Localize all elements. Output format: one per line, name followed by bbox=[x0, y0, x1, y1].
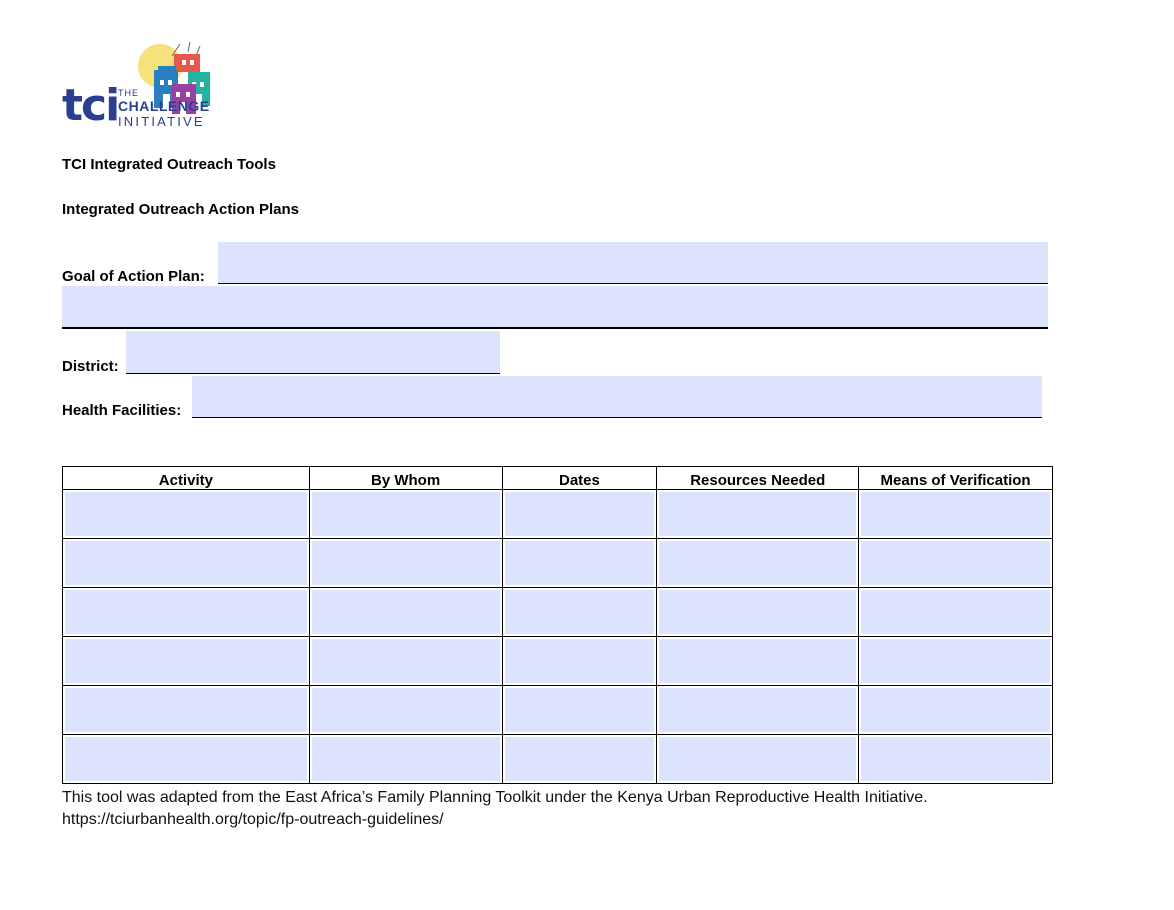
activity-input[interactable] bbox=[65, 737, 307, 781]
resources-needed-input[interactable] bbox=[659, 590, 856, 634]
column-header-dates: Dates bbox=[502, 467, 657, 490]
goal-input[interactable] bbox=[218, 242, 1048, 284]
activity-input[interactable] bbox=[65, 688, 307, 732]
document-title: TCI Integrated Outreach Tools bbox=[62, 156, 276, 173]
tci-logo bbox=[60, 42, 225, 132]
health-facilities-label: Health Facilities: bbox=[62, 402, 182, 419]
means-of-verification-input[interactable] bbox=[861, 688, 1050, 732]
table-row bbox=[63, 735, 1053, 784]
means-of-verification-input[interactable] bbox=[861, 737, 1050, 781]
resources-needed-input[interactable] bbox=[659, 737, 856, 781]
document-subtitle: Integrated Outreach Action Plans bbox=[62, 201, 299, 218]
activity-input[interactable] bbox=[65, 590, 307, 634]
resources-needed-input[interactable] bbox=[659, 492, 856, 536]
footer-note: This tool was adapted from the East Africa’s Family Planning Toolkit under the Kenya Urban Reproductive Health Initiative. bbox=[62, 789, 928, 806]
dates-input[interactable] bbox=[505, 590, 655, 634]
table-row bbox=[63, 588, 1053, 637]
activity-input[interactable] bbox=[65, 492, 307, 536]
column-header-by-whom: By Whom bbox=[309, 467, 502, 490]
column-header-activity: Activity bbox=[63, 467, 310, 490]
logo-wordmark: tci bbox=[62, 80, 119, 131]
goal-label: Goal of Action Plan: bbox=[62, 268, 205, 285]
dates-input[interactable] bbox=[505, 541, 655, 585]
by-whom-input[interactable] bbox=[312, 541, 500, 585]
by-whom-input[interactable] bbox=[312, 492, 500, 536]
action-plan-table bbox=[62, 466, 1053, 784]
by-whom-input[interactable] bbox=[312, 639, 500, 683]
column-header-means-of-verification: Means of Verification bbox=[859, 467, 1053, 490]
resources-needed-input[interactable] bbox=[659, 639, 856, 683]
resources-needed-input[interactable] bbox=[659, 688, 856, 732]
by-whom-input[interactable] bbox=[312, 590, 500, 634]
health-facilities-input[interactable] bbox=[192, 376, 1042, 418]
table-row bbox=[63, 490, 1053, 539]
table-row bbox=[63, 637, 1053, 686]
dates-input[interactable] bbox=[505, 688, 655, 732]
column-header-resources-needed: Resources Needed bbox=[657, 467, 859, 490]
resources-needed-input[interactable] bbox=[659, 541, 856, 585]
means-of-verification-input[interactable] bbox=[861, 541, 1050, 585]
activity-input[interactable] bbox=[65, 639, 307, 683]
goal-input-line2[interactable] bbox=[62, 286, 1048, 329]
dates-input[interactable] bbox=[505, 639, 655, 683]
activity-input[interactable] bbox=[65, 541, 307, 585]
means-of-verification-input[interactable] bbox=[861, 639, 1050, 683]
dates-input[interactable] bbox=[505, 737, 655, 781]
district-label: District: bbox=[62, 358, 119, 375]
district-input[interactable] bbox=[126, 331, 500, 374]
footer-link[interactable]: https://tciurbanhealth.org/topic/fp-outreach-guidelines/ bbox=[62, 811, 444, 828]
table-row bbox=[63, 686, 1053, 735]
means-of-verification-input[interactable] bbox=[861, 492, 1050, 536]
table-header-row bbox=[63, 467, 1053, 490]
by-whom-input[interactable] bbox=[312, 688, 500, 732]
means-of-verification-input[interactable] bbox=[861, 590, 1050, 634]
logo-line-challenge: CHALLENGE bbox=[118, 98, 210, 114]
dates-input[interactable] bbox=[505, 492, 655, 536]
logo-line-initiative: INITIATIVE bbox=[118, 114, 205, 129]
by-whom-input[interactable] bbox=[312, 737, 500, 781]
logo-line-the: THE bbox=[118, 88, 139, 98]
table-row bbox=[63, 539, 1053, 588]
footer bbox=[62, 787, 928, 831]
